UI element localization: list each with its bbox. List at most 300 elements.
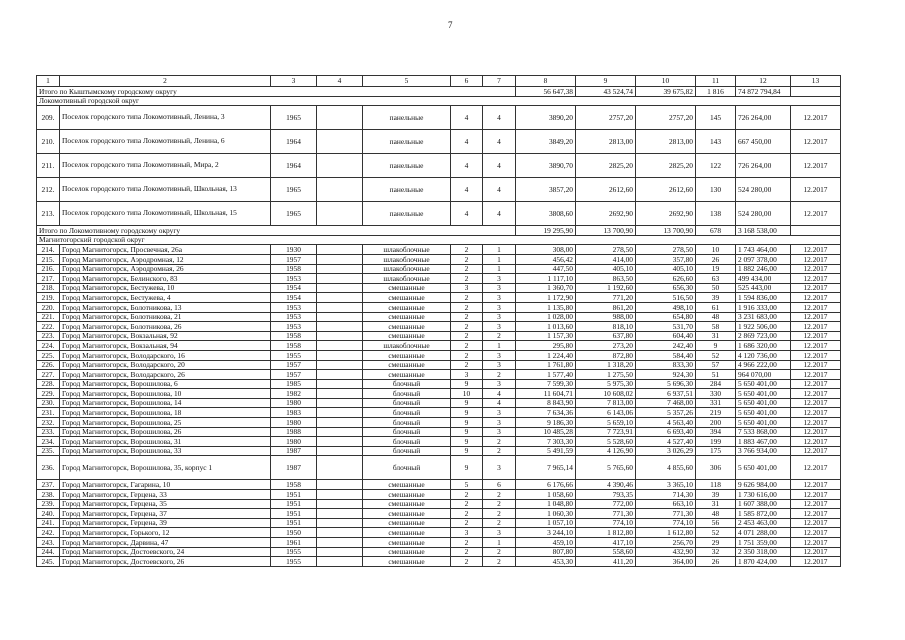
- resident-count: 32: [696, 547, 736, 557]
- reconstruction-year: [317, 322, 363, 332]
- total-area: 459,10: [516, 538, 576, 548]
- wall-material: панельные: [363, 130, 451, 154]
- header-cell: 3: [271, 76, 317, 87]
- entrance-count: 3: [483, 274, 516, 284]
- completion-deadline: 12.2017: [791, 547, 841, 557]
- floor-count: 2: [451, 509, 483, 519]
- total-premises-area: 13 700,90: [576, 226, 636, 236]
- table-row: [37, 389, 841, 399]
- building-address: Город Магнитогорск, Володарского, 16: [60, 350, 271, 360]
- wall-material: блочный: [363, 418, 451, 428]
- entrance-count: 2: [483, 547, 516, 557]
- floor-count: 2: [451, 547, 483, 557]
- row-number: 236.: [37, 456, 60, 480]
- completion-deadline: 12.2017: [791, 480, 841, 490]
- repair-cost: 667 450,00: [736, 130, 791, 154]
- repair-cost: 3 766 934,00: [736, 446, 791, 456]
- entrance-count: 2: [483, 490, 516, 500]
- total-area: 10 485,28: [516, 427, 576, 437]
- completion-deadline: 12.2017: [791, 490, 841, 500]
- residential-area: 242,40: [636, 341, 696, 351]
- residential-area: 626,60: [636, 274, 696, 284]
- table-row: [37, 312, 841, 322]
- premises-area: 5 975,30: [576, 379, 636, 389]
- repair-cost: 524 280,00: [736, 178, 791, 202]
- entrance-count: 3: [483, 302, 516, 312]
- repair-cost: 5 650 401,00: [736, 456, 791, 480]
- repair-cost: 4 966 222,00: [736, 360, 791, 370]
- premises-area: 1 192,60: [576, 283, 636, 293]
- resident-count: 48: [696, 509, 736, 519]
- reconstruction-year: [317, 547, 363, 557]
- premises-area: 5 765,60: [576, 456, 636, 480]
- residential-area: 714,30: [636, 490, 696, 500]
- commissioning-year: 1953: [271, 302, 317, 312]
- building-address: Город Магнитогорск, Ворошилова, 31: [60, 437, 271, 447]
- table-row: [37, 499, 841, 509]
- header-cell: 12: [736, 76, 791, 87]
- entrance-count: 2: [483, 437, 516, 447]
- row-number: 239.: [37, 499, 60, 509]
- total-area: 3849,20: [516, 130, 576, 154]
- repair-cost: 1 607 388,00: [736, 499, 791, 509]
- entrance-count: 2: [483, 518, 516, 528]
- commissioning-year: 1980: [271, 418, 317, 428]
- completion-deadline: 12.2017: [791, 379, 841, 389]
- premises-area: 1 812,80: [576, 528, 636, 538]
- floor-count: 9: [451, 398, 483, 408]
- premises-area: 771,20: [576, 293, 636, 303]
- reconstruction-year: [317, 293, 363, 303]
- residential-area: 256,70: [636, 538, 696, 548]
- row-number: 242.: [37, 528, 60, 538]
- reconstruction-year: [317, 437, 363, 447]
- column-number-header: [37, 76, 841, 87]
- residential-area: 584,40: [636, 350, 696, 360]
- floor-count: 5: [451, 480, 483, 490]
- total-area: 295,80: [516, 341, 576, 351]
- building-address: Город Магнитогорск, Вокзальная, 92: [60, 331, 271, 341]
- commissioning-year: 1980: [271, 398, 317, 408]
- header-cell: 4: [317, 76, 363, 87]
- resident-count: 122: [696, 154, 736, 178]
- completion-deadline: 12.2017: [791, 264, 841, 274]
- table-row: [37, 509, 841, 519]
- residential-area: 2757,20: [636, 106, 696, 130]
- header-cell: 5: [363, 76, 451, 87]
- header-cell: 11: [696, 76, 736, 87]
- completion-deadline: 12.2017: [791, 456, 841, 480]
- entrance-count: 1: [483, 538, 516, 548]
- completion-deadline: 12.2017: [791, 283, 841, 293]
- repair-cost: 9 626 984,00: [736, 480, 791, 490]
- total-area: 456,42: [516, 254, 576, 264]
- completion-deadline: 12.2017: [791, 418, 841, 428]
- commissioning-year: 1961: [271, 538, 317, 548]
- repair-cost: 964 070,00: [736, 370, 791, 380]
- row-number: 213.: [37, 202, 60, 226]
- floor-count: 2: [451, 499, 483, 509]
- row-number: 241.: [37, 518, 60, 528]
- reconstruction-year: [317, 341, 363, 351]
- repair-cost: 1 882 246,00: [736, 264, 791, 274]
- commissioning-year: 1955: [271, 547, 317, 557]
- resident-count: 39: [696, 293, 736, 303]
- row-number: 225.: [37, 350, 60, 360]
- reconstruction-year: [317, 509, 363, 519]
- header-cell: 9: [576, 76, 636, 87]
- commissioning-year: 1951: [271, 499, 317, 509]
- entrance-count: 4: [483, 154, 516, 178]
- floor-count: 9: [451, 408, 483, 418]
- building-address: Город Магнитогорск, Ворошилова, 33: [60, 446, 271, 456]
- total-area: 1 172,90: [516, 293, 576, 303]
- premises-area: 10 608,02: [576, 389, 636, 399]
- completion-deadline: 12.2017: [791, 312, 841, 322]
- resident-count: 130: [696, 178, 736, 202]
- residential-area: 4 527,40: [636, 437, 696, 447]
- commissioning-year: 1988: [271, 427, 317, 437]
- entrance-count: 1: [483, 264, 516, 274]
- commissioning-year: 1964: [271, 154, 317, 178]
- entrance-count: 3: [483, 360, 516, 370]
- entrance-count: 4: [483, 178, 516, 202]
- residential-area: 6 693,40: [636, 427, 696, 437]
- total-area: 1 117,10: [516, 274, 576, 284]
- wall-material: шлакоблочные: [363, 341, 451, 351]
- total-area: 3890,70: [516, 154, 576, 178]
- premises-area: 2692,90: [576, 202, 636, 226]
- repair-cost: 1 743 464,00: [736, 245, 791, 255]
- building-address: Город Магнитогорск, Аэродромная, 12: [60, 254, 271, 264]
- resident-count: 200: [696, 418, 736, 428]
- row-number: 224.: [37, 341, 60, 351]
- repair-cost: 525 443,00: [736, 283, 791, 293]
- wall-material: смешанные: [363, 490, 451, 500]
- table-row: [37, 557, 841, 567]
- table-row: [37, 418, 841, 428]
- resident-count: 118: [696, 480, 736, 490]
- wall-material: смешанные: [363, 499, 451, 509]
- commissioning-year: 1958: [271, 480, 317, 490]
- building-address: Город Магнитогорск, Герцена, 37: [60, 509, 271, 519]
- wall-material: смешанные: [363, 538, 451, 548]
- residential-area: 4 563,40: [636, 418, 696, 428]
- floor-count: 9: [451, 427, 483, 437]
- premises-area: 988,00: [576, 312, 636, 322]
- row-number: 233.: [37, 427, 60, 437]
- header-cell: 10: [636, 76, 696, 87]
- completion-deadline: 12.2017: [791, 446, 841, 456]
- repair-cost: 1 686 320,00: [736, 341, 791, 351]
- premises-area: 4 390,46: [576, 480, 636, 490]
- reconstruction-year: [317, 264, 363, 274]
- table-row: [37, 254, 841, 264]
- table-row: [37, 480, 841, 490]
- residential-area: 405,10: [636, 264, 696, 274]
- resident-count: 138: [696, 202, 736, 226]
- building-address: Поселок городского типа Локомотивный, Ленина, 3: [60, 106, 271, 130]
- residential-area: 771,30: [636, 509, 696, 519]
- completion-deadline: 12.2017: [791, 427, 841, 437]
- commissioning-year: 1964: [271, 130, 317, 154]
- repair-cost: 3 231 683,00: [736, 312, 791, 322]
- resident-count: 9: [696, 341, 736, 351]
- floor-count: 9: [451, 446, 483, 456]
- total-area: 6 176,66: [516, 480, 576, 490]
- reconstruction-year: [317, 557, 363, 567]
- floor-count: 2: [451, 293, 483, 303]
- total-total-area: 56 647,38: [516, 87, 576, 97]
- reconstruction-year: [317, 178, 363, 202]
- entrance-count: 3: [483, 283, 516, 293]
- floor-count: 3: [451, 283, 483, 293]
- floor-count: 2: [451, 490, 483, 500]
- resident-count: 284: [696, 379, 736, 389]
- row-number: 218.: [37, 283, 60, 293]
- reconstruction-year: [317, 446, 363, 456]
- total-area: 7 303,30: [516, 437, 576, 447]
- commissioning-year: 1965: [271, 202, 317, 226]
- entrance-count: 2: [483, 446, 516, 456]
- table-row: [37, 264, 841, 274]
- completion-deadline: 12.2017: [791, 528, 841, 538]
- header-cell: 1: [37, 76, 60, 87]
- reconstruction-year: [317, 456, 363, 480]
- total-row: [37, 226, 841, 236]
- total-cost: 74 872 794,84: [736, 87, 791, 97]
- entrance-count: 3: [483, 418, 516, 428]
- entrance-count: 1: [483, 245, 516, 255]
- entrance-count: 3: [483, 322, 516, 332]
- completion-deadline: 12.2017: [791, 370, 841, 380]
- floor-count: 2: [451, 264, 483, 274]
- row-number: 216.: [37, 264, 60, 274]
- wall-material: шлакоблочные: [363, 254, 451, 264]
- entrance-count: 6: [483, 480, 516, 490]
- housing-register-table: [36, 75, 841, 567]
- section-header-row: [37, 235, 841, 245]
- premises-area: 637,80: [576, 331, 636, 341]
- table-row: [37, 331, 841, 341]
- entrance-count: 2: [483, 331, 516, 341]
- header-cell: 2: [60, 76, 271, 87]
- wall-material: смешанные: [363, 528, 451, 538]
- header-cell: 6: [451, 76, 483, 87]
- row-number: 228.: [37, 379, 60, 389]
- entrance-count: 1: [483, 341, 516, 351]
- residential-area: 2825,20: [636, 154, 696, 178]
- residential-area: 3 026,29: [636, 446, 696, 456]
- premises-area: 273,20: [576, 341, 636, 351]
- resident-count: 331: [696, 398, 736, 408]
- completion-deadline: 12.2017: [791, 202, 841, 226]
- resident-count: 19: [696, 264, 736, 274]
- building-address: Поселок городского типа Локомотивный, Школьная, 13: [60, 178, 271, 202]
- commissioning-year: 1987: [271, 456, 317, 480]
- building-address: Город Магнитогорск, Ворошилова, 26: [60, 427, 271, 437]
- floor-count: 2: [451, 254, 483, 264]
- wall-material: панельные: [363, 178, 451, 202]
- resident-count: 48: [696, 312, 736, 322]
- commissioning-year: 1954: [271, 283, 317, 293]
- commissioning-year: 1958: [271, 264, 317, 274]
- total-area: 1 157,30: [516, 331, 576, 341]
- total-residents: 678: [696, 226, 736, 236]
- row-number: 221.: [37, 312, 60, 322]
- completion-deadline: 12.2017: [791, 408, 841, 418]
- residential-area: 5 696,30: [636, 379, 696, 389]
- building-address: Поселок городского типа Локомотивный, Мира, 2: [60, 154, 271, 178]
- building-address: Город Магнитогорск, Достоевского, 26: [60, 557, 271, 567]
- resident-count: 143: [696, 130, 736, 154]
- wall-material: смешанные: [363, 547, 451, 557]
- total-deadline: [791, 226, 841, 236]
- resident-count: 52: [696, 350, 736, 360]
- commissioning-year: 1957: [271, 360, 317, 370]
- building-address: Город Магнитогорск, Ворошилова, 10: [60, 389, 271, 399]
- total-area: 807,80: [516, 547, 576, 557]
- completion-deadline: 12.2017: [791, 293, 841, 303]
- row-number: 227.: [37, 370, 60, 380]
- total-area: 8 843,90: [516, 398, 576, 408]
- floor-count: 2: [451, 341, 483, 351]
- table-row: [37, 379, 841, 389]
- residential-area: 5 357,26: [636, 408, 696, 418]
- completion-deadline: 12.2017: [791, 254, 841, 264]
- commissioning-year: 1965: [271, 178, 317, 202]
- table-row: [37, 106, 841, 130]
- premises-area: 861,20: [576, 302, 636, 312]
- wall-material: смешанные: [363, 331, 451, 341]
- completion-deadline: 12.2017: [791, 106, 841, 130]
- table-row: [37, 437, 841, 447]
- building-address: Город Магнитогорск, Ворошилова, 35, корпус 1: [60, 456, 271, 480]
- resident-count: 26: [696, 254, 736, 264]
- reconstruction-year: [317, 490, 363, 500]
- reconstruction-year: [317, 389, 363, 399]
- residential-area: 654,80: [636, 312, 696, 322]
- wall-material: смешанные: [363, 518, 451, 528]
- reconstruction-year: [317, 130, 363, 154]
- resident-count: 51: [696, 370, 736, 380]
- row-number: 245.: [37, 557, 60, 567]
- floor-count: 2: [451, 274, 483, 284]
- commissioning-year: 1953: [271, 274, 317, 284]
- repair-cost: 1 730 616,00: [736, 490, 791, 500]
- commissioning-year: 1958: [271, 341, 317, 351]
- repair-cost: 5 650 401,00: [736, 398, 791, 408]
- completion-deadline: 12.2017: [791, 245, 841, 255]
- building-address: Поселок городского типа Локомотивный, Школьная, 15: [60, 202, 271, 226]
- repair-cost: 5 650 401,00: [736, 379, 791, 389]
- reconstruction-year: [317, 283, 363, 293]
- wall-material: блочный: [363, 437, 451, 447]
- premises-area: 417,10: [576, 538, 636, 548]
- entrance-count: 2: [483, 499, 516, 509]
- commissioning-year: 1955: [271, 350, 317, 360]
- premises-area: 771,30: [576, 509, 636, 519]
- table-body: [37, 76, 841, 567]
- row-number: 222.: [37, 322, 60, 332]
- total-area: 1 057,10: [516, 518, 576, 528]
- resident-count: 57: [696, 360, 736, 370]
- total-area: 308,00: [516, 245, 576, 255]
- wall-material: панельные: [363, 202, 451, 226]
- row-number: 210.: [37, 130, 60, 154]
- premises-area: 7 723,91: [576, 427, 636, 437]
- completion-deadline: 12.2017: [791, 437, 841, 447]
- resident-count: 394: [696, 427, 736, 437]
- resident-count: 26: [696, 557, 736, 567]
- total-area: 3 244,10: [516, 528, 576, 538]
- entrance-count: 3: [483, 456, 516, 480]
- row-number: 230.: [37, 398, 60, 408]
- premises-area: 793,35: [576, 490, 636, 500]
- wall-material: смешанные: [363, 480, 451, 490]
- floor-count: 9: [451, 418, 483, 428]
- building-address: Город Магнитогорск, Болотникова, 21: [60, 312, 271, 322]
- completion-deadline: 12.2017: [791, 389, 841, 399]
- building-address: Город Магнитогорск, Герцена, 33: [60, 490, 271, 500]
- table-row: [37, 322, 841, 332]
- wall-material: блочный: [363, 389, 451, 399]
- premises-area: 2612,60: [576, 178, 636, 202]
- premises-area: 863,50: [576, 274, 636, 284]
- repair-cost: 1 585 872,00: [736, 509, 791, 519]
- commissioning-year: 1951: [271, 509, 317, 519]
- wall-material: блочный: [363, 427, 451, 437]
- commissioning-year: 1985: [271, 379, 317, 389]
- repair-cost: 2 097 378,00: [736, 254, 791, 264]
- reconstruction-year: [317, 418, 363, 428]
- entrance-count: 3: [483, 427, 516, 437]
- completion-deadline: 12.2017: [791, 360, 841, 370]
- residential-area: 774,10: [636, 518, 696, 528]
- total-residents: 1 816: [696, 87, 736, 97]
- reconstruction-year: [317, 274, 363, 284]
- completion-deadline: 12.2017: [791, 518, 841, 528]
- entrance-count: 4: [483, 106, 516, 130]
- building-address: Город Магнитогорск, Дарвина, 47: [60, 538, 271, 548]
- total-label: Итого по Локомотивному городскому округу: [37, 226, 516, 236]
- repair-cost: 4 071 288,00: [736, 528, 791, 538]
- building-address: Город Магнитогорск, Белинского, 83: [60, 274, 271, 284]
- total-label: Итого по Кыштымскому городскому округу: [37, 87, 516, 97]
- total-area: 7 634,36: [516, 408, 576, 418]
- building-address: Город Магнитогорск, Вокзальная, 94: [60, 341, 271, 351]
- wall-material: смешанные: [363, 312, 451, 322]
- residential-area: 3 365,10: [636, 480, 696, 490]
- repair-cost: 1 594 836,00: [736, 293, 791, 303]
- commissioning-year: 1983: [271, 408, 317, 418]
- residential-area: 7 468,00: [636, 398, 696, 408]
- wall-material: смешанные: [363, 370, 451, 380]
- table-row: [37, 245, 841, 255]
- resident-count: 29: [696, 538, 736, 548]
- reconstruction-year: [317, 499, 363, 509]
- total-area: 1 028,00: [516, 312, 576, 322]
- commissioning-year: 1957: [271, 370, 317, 380]
- premises-area: 6 143,06: [576, 408, 636, 418]
- commissioning-year: 1930: [271, 245, 317, 255]
- residential-area: 656,30: [636, 283, 696, 293]
- reconstruction-year: [317, 427, 363, 437]
- table-row: [37, 178, 841, 202]
- residential-area: 924,30: [636, 370, 696, 380]
- commissioning-year: 1980: [271, 437, 317, 447]
- table-row: [37, 341, 841, 351]
